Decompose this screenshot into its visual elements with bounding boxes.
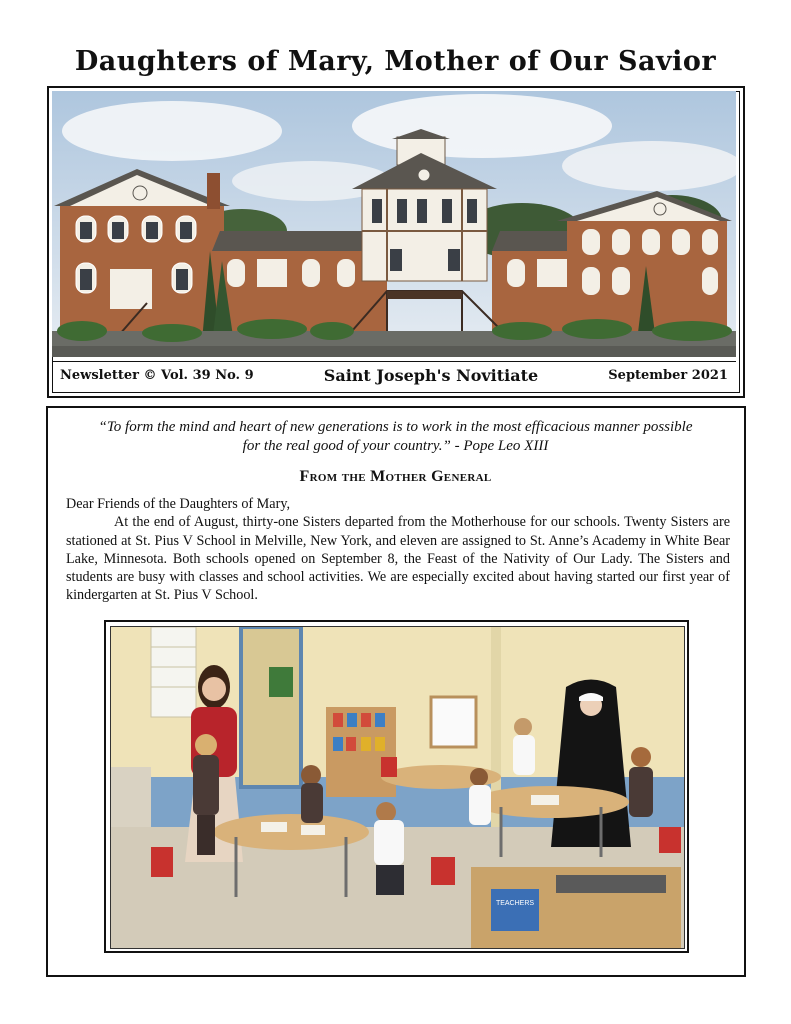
letter-text xyxy=(66,495,730,605)
novitiate-building-photo xyxy=(52,91,736,357)
quote-line-2: for the real good of your country.” - Pope Leo XIII xyxy=(242,438,549,454)
letter-salutation: Dear Friends of the Daughters of Mary, xyxy=(66,496,291,512)
classroom-photo-frame xyxy=(104,620,689,953)
letter-body: At the end of August, thirty-one Sisters departed from the Motherhouse for our schools. Twenty Sisters are stationed at St. Pius V School in Melville, New York, and eleven are assigned to St. Anne’s Academy in White Bear Lake, Minnesota. Both schools opened on September 8, the Feast of the Nativity of Our Lady. The Sisters and students are busy with classes and school activities. We are especially excited about having started our first year of kindergarten at St. Pius V School. xyxy=(66,514,730,604)
section-title: From the Mother General xyxy=(299,468,492,485)
issue-date: September 2021 xyxy=(608,368,728,383)
header-info-bar xyxy=(52,361,736,389)
header-frame xyxy=(47,86,745,398)
newsletter-volume: Newsletter © Vol. 39 No. 9 xyxy=(60,368,254,383)
teachers-bin-label: TEACHERS xyxy=(495,900,535,907)
novitiate-name: Saint Joseph's Novitiate xyxy=(323,366,539,385)
classroom-photo xyxy=(110,626,685,949)
pope-quote xyxy=(0,418,791,456)
masthead-title: Daughters of Mary, Mother of Our Savior xyxy=(74,46,717,77)
quote-line-1: “To form the mind and heart of new generations is to work in the most efficacious manner possible xyxy=(98,419,693,435)
